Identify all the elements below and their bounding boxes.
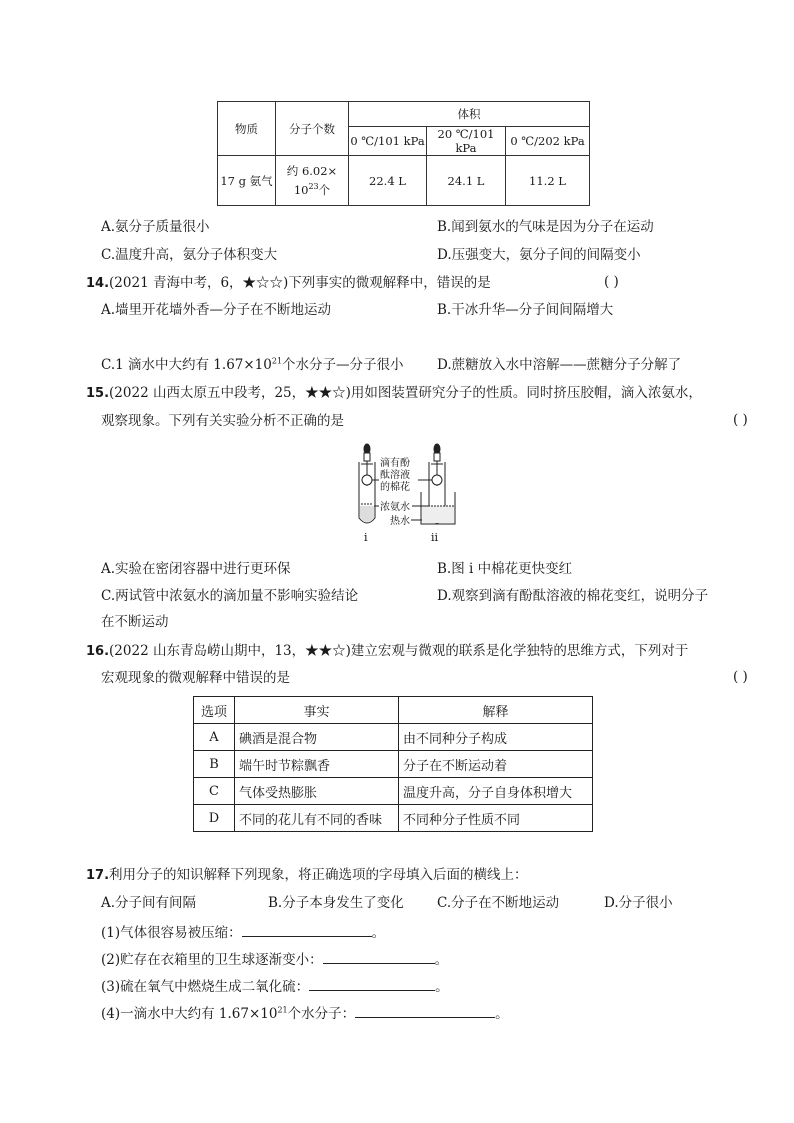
fig-label-5: 热水	[390, 516, 410, 527]
q15-answer-paren: ( )	[733, 412, 748, 428]
q13-option-c: C.温度升高，氨分子体积变大	[101, 247, 278, 263]
table-row: C 气体受热膨胀 温度升高，分子自身体积增大	[194, 778, 593, 805]
q17-option-d: D.分子很小	[604, 895, 673, 911]
fig-label-2: 酞溶液	[380, 470, 410, 481]
q16-stem: 16.(2022 山东青岛崂山期中，13，★★☆)建立宏观与微观的联系是化学独特的思维方式，下列对于	[86, 643, 689, 659]
q16-header-option: 选项	[194, 697, 235, 724]
q17-item-2: (2)贮存在衣箱里的卫生球逐渐变小： 。	[101, 949, 448, 969]
q14-stem: 14.(2021 青海中考，6，★☆☆)下列事实的微观解释中，错误的是	[86, 275, 491, 291]
q16-header-explanation: 解释	[399, 697, 593, 724]
q15-stem-line-2: 观察现象。下列有关实验分析不正确的是	[101, 413, 344, 429]
q17-item-4: (4)一滴水中大约有 $1.67\times 10^{21}$个水分子： 。	[101, 1003, 509, 1023]
q15-option-b: B.图 i 中棉花更快变红	[437, 561, 573, 577]
answer-blank-2[interactable]	[323, 949, 435, 964]
q15-option-d-line-2: 在不断运动	[101, 614, 169, 630]
q16-fact-table	[193, 696, 593, 832]
q14-answer-paren: ( )	[604, 274, 619, 290]
count-line-1: 约 6.02×	[286, 164, 338, 178]
fig-label-1: 滴有酚	[380, 458, 410, 469]
q13-option-b: B.闻到氨水的气味是因为分子在运动	[437, 219, 654, 235]
fig-label-ii: ii	[431, 531, 439, 544]
table-row: B 端午时节粽飘香 分子在不断运动着	[194, 751, 593, 778]
ammonia-experiment-figure	[350, 440, 460, 545]
header-molecule-count: 分子个数	[276, 102, 349, 156]
q15-number: 15.	[86, 386, 110, 401]
q16-number: 16.	[86, 644, 110, 659]
header-condition-3: 0 ℃/202 kPa	[506, 127, 590, 156]
q14-option-d: D.蔗糖放入水中溶解——蔗糖分子分解了	[437, 357, 682, 373]
q14-option-b: B.干冰升华—分子间间隔增大	[437, 302, 614, 318]
test-tube-i	[359, 444, 375, 523]
fig-label-4: 浓氨水	[380, 502, 410, 513]
cell-volume-2: 24.1 L	[427, 156, 506, 206]
table-row: A 碘酒是混合物 由不同种分子构成	[194, 724, 593, 751]
q14-number: 14.	[86, 276, 110, 291]
q15-option-d: D.观察到滴有酚酞溶液的棉花变红，说明分子	[437, 588, 709, 604]
q15-stem: 15.(2022 山西太原五中段考，25，★★☆)用如图装置研究分子的性质。同时挤压胶帽，滴入浓氨水，	[86, 385, 702, 401]
count-line-2: $10^{23}$个	[293, 182, 331, 197]
cell-volume-3: 11.2 L	[506, 156, 590, 206]
cell-volume-1: 22.4 L	[349, 156, 427, 206]
q16-header-fact: 事实	[235, 697, 399, 724]
header-condition-1: 0 ℃/101 kPa	[349, 127, 427, 156]
q14-option-a: A.墙里开花墙外香—分子在不断地运动	[101, 302, 332, 318]
table-row: D 不同的花儿有不同的香味 不同种分子性质不同	[194, 805, 593, 832]
q15-option-c: C.两试管中浓氨水的滴加量不影响实验结论	[101, 588, 359, 604]
cell-molecule-count	[276, 156, 349, 206]
answer-blank-1[interactable]	[242, 922, 372, 937]
q17-option-c: C.分子在不断地运动	[437, 895, 560, 911]
q13-option-a: A.氨分子质量很小	[101, 219, 210, 235]
header-substance: 物质	[218, 102, 276, 156]
answer-blank-4[interactable]	[355, 1003, 495, 1018]
beaker	[421, 492, 455, 524]
fig-label-i: i	[364, 531, 368, 544]
q17-item-1: (1)气体很容易被压缩： 。	[101, 922, 385, 942]
q16-answer-paren: ( )	[733, 669, 748, 685]
q17-item-3: (3)硫在氧气中燃烧生成二氧化硫： 。	[101, 976, 449, 996]
q13-option-d: D.压强变大，氨分子间的间隔变小	[437, 247, 641, 263]
q17-option-b: B.分子本身发生了变化	[268, 895, 404, 911]
cell-substance: 17 g 氨气	[218, 156, 276, 206]
header-condition-2: 20 ℃/101 kPa	[427, 127, 506, 156]
fig-label-3: 的棉花	[380, 482, 410, 493]
answer-blank-3[interactable]	[309, 976, 435, 991]
q17-option-a: A.分子间有间隔	[101, 895, 197, 911]
q17-number: 17.	[86, 868, 110, 883]
q14-option-c: C.1 滴水中大约有 $1.67\times 10^{21}$个水分子—分子很小	[101, 356, 404, 373]
q16-stem-line-2: 宏观现象的微观解释中错误的是	[101, 670, 290, 686]
gas-volume-table	[217, 101, 590, 206]
header-volume: 体积	[349, 102, 590, 127]
q17-stem: 17.利用分子的知识解释下列现象，将正确选项的字母填入后面的横线上：	[86, 867, 528, 883]
q15-option-a: A.实验在密闭容器中进行更环保	[101, 561, 291, 577]
